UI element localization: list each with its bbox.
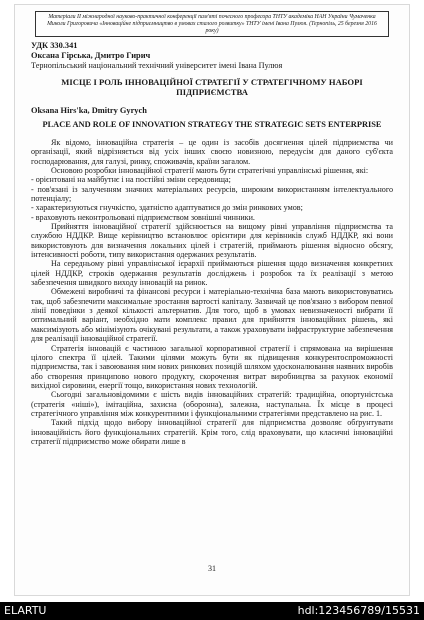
- authors-ua: Оксана Гірська, Дмитро Гирич: [31, 50, 151, 60]
- title-ua: МІСЦЕ І РОЛЬ ІННОВАЦІЙНОЇ СТРАТЕГІЇ У СТРАТЕГІЧНОМУ НАБОРІ ПІДПРИЄМСТВА: [61, 77, 363, 97]
- paragraph: Стратегія інновацій є частиною загальної корпоративної стратегії і спрямована на вирішення цілого спектра її цілей. Такими цілями можуть бути як підвищення конкурентоспроможності підприємства, так і завоювання ним нових ринкових позицій шляхом удосконалювання наявних виробів або створення принципово нового продукту, скорочення витрат виробництва за рахунок економії вихідної сировини, енергії тощо, використання нових технологій.: [31, 343, 393, 390]
- document-page: [14, 4, 410, 596]
- paragraph: Основою розробки інноваційної стратегії мають бути стратегічні управлінські рішення, які:: [51, 165, 369, 175]
- paragraph: Прийняття інноваційної стратегії здійснюється на вищому рівні управління підприємства та службою НДДКР. Вище керівництво встановлює орієнтири для керівників служб НДДКР, які вони використовують для визначення локальних цілей і стратегій, приймають рішення відносно обсягу, інтенсивності роботи, типу використання одержаних результатів.: [31, 222, 393, 260]
- handle-identifier: hdl:123456789/15531: [297, 604, 420, 617]
- article-body: [31, 138, 393, 446]
- title-en: PLACE AND ROLE OF INNOVATION STRATEGY THE STRATEGIC SETS ENTERPRISE: [42, 120, 382, 130]
- list-item: - враховують неконтрольовані підприємством зовнішні чинники.: [31, 212, 255, 222]
- paragraph: Сьогодні загальновідомими є шість видів інноваційних стратегій: традиційна, опортуністська (стратегія «ніші»), імітаційна, захисна (оборонна), залежна, наступальна. Їх місце в процесі стратегічного управління між конкурентними і функціональними стратегіями представлено на рис. 1.: [31, 390, 393, 418]
- affiliation: Тернопільський національний технічний університет імені Івана Пулюя: [31, 60, 283, 70]
- paragraph: Як відомо, інноваційна стратегія – це один із засобів досягнення цілей підприємства чи організації, який відрізняється від усіх інших своєю новизною, передусім для даного суб'єкта господарювання, для галузі, ринку, споживачів, країни загалом.: [31, 137, 393, 166]
- list-item: - характеризуються гнучкістю, здатністю адаптуватися до змін ринкових умов;: [31, 203, 303, 213]
- repository-name: ELARTU: [4, 604, 47, 617]
- conference-header: Матеріали ІІ міжнародної науково-практичної конференції пам'яті почесного професора ТНТУ академіка НАН України Чумаченка Миколи Григоровича «Інноваційне підприємництво в умовах сталого розвитку» ТНТУ імені Івана Пулюя. (Тернопіль, 25 березня 2016 року): [35, 11, 389, 37]
- paragraph: Обмежені виробничі та фінансові ресурси і матеріально-технічна база мають використовуватись так, щоб забезпечити максимальне зростання вартості капіталу. Зазвичай це пов'язано з вибором певної лінії поведінки з деякої кількості альтернатив. Для того, щоб в умовах невизначеності вибрати її оптимальний варіант, необхідно мати комплекс правил для прийняття інноваційних рішень, які максимізують або мінімізують очікувані результати, а також ураховувати інфраструктурне забезпечення для реалізації інноваційної стратегії.: [31, 287, 393, 344]
- paragraph: На середньому рівні управлінської ієрархії приймаються рішення щодо визначення конкретних цілей НДДКР, строків одержання результатів досліджень і розробок та їх реалізації з метою забезпечення швидкого виходу інновацій на ринок.: [31, 259, 393, 288]
- authors-en: Oksana Hirs'ka, Dmitry Gyrych: [31, 105, 147, 115]
- udk-code: УДК 330.341: [31, 41, 78, 51]
- list-item: - орієнтовані на майбутнє і на постійні зміни середовища;: [31, 175, 231, 185]
- status-bar: [0, 602, 424, 620]
- paragraph: Такий підхід щодо вибору інноваційної стратегії для підприємства дозволяє обґрунтувати інноваційність його функціональних стратегій. Крім того, слід враховувати, що класичні інноваційні стратегії підприємство може обирати лише в: [31, 418, 393, 446]
- page-number: 31: [208, 564, 216, 573]
- list-item: - пов'язані із залученням значних матеріальних ресурсів, широким використанням інтелектуального потенціалу;: [31, 184, 393, 204]
